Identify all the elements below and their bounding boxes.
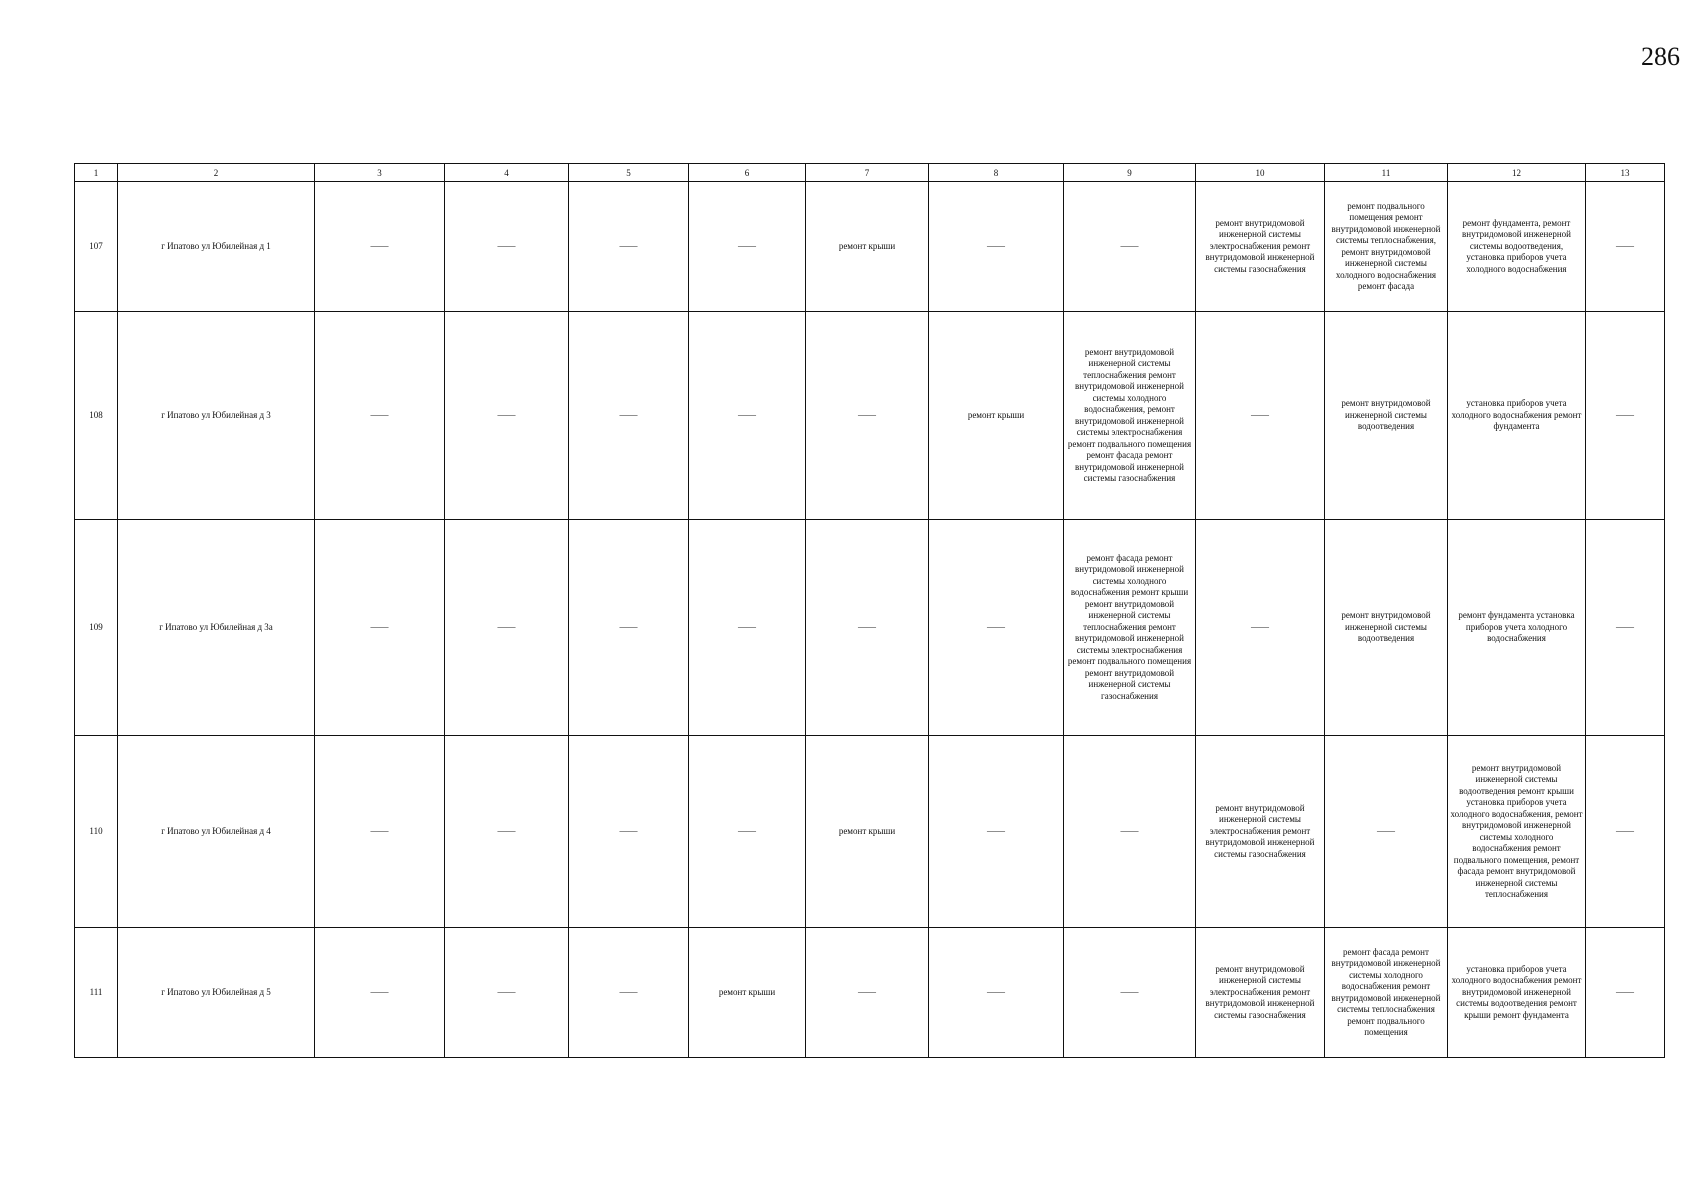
table-cell: —— bbox=[929, 928, 1064, 1058]
table-cell: —— bbox=[445, 312, 569, 520]
table-cell: —— bbox=[929, 520, 1064, 736]
header-cell: 12 bbox=[1448, 164, 1586, 182]
address-cell: г Ипатово ул Юбилейная д 4 bbox=[118, 736, 315, 928]
table-cell: установка приборов учета холодного водоснабжения ремонт внутридомовой инженерной системы водоотведения ремонт крыши ремонт фундамента bbox=[1448, 928, 1586, 1058]
table-cell: —— bbox=[689, 312, 806, 520]
table-cell: —— bbox=[689, 182, 806, 312]
table-cell: ремонт крыши bbox=[929, 312, 1064, 520]
table-cell: —— bbox=[445, 928, 569, 1058]
table-cell: ремонт внутридомовой инженерной системы электроснабжения ремонт внутридомовой инженерной системы газоснабжения bbox=[1196, 736, 1325, 928]
table-cell: —— bbox=[445, 520, 569, 736]
table-cell: ремонт крыши bbox=[806, 736, 929, 928]
row-number: 111 bbox=[75, 928, 118, 1058]
address-cell: г Ипатово ул Юбилейная д 3а bbox=[118, 520, 315, 736]
header-cell: 8 bbox=[929, 164, 1064, 182]
table-cell: —— bbox=[315, 182, 445, 312]
table-cell: ремонт внутридомовой инженерной системы водоотведения bbox=[1325, 312, 1448, 520]
table-cell: ремонт внутридомовой инженерной системы электроснабжения ремонт внутридомовой инженерной системы газоснабжения bbox=[1196, 182, 1325, 312]
table-cell: ремонт внутридомовой инженерной системы водоотведения bbox=[1325, 520, 1448, 736]
table-cell: —— bbox=[1064, 736, 1196, 928]
table-row bbox=[75, 182, 1665, 312]
header-cell: 6 bbox=[689, 164, 806, 182]
table-cell: —— bbox=[929, 182, 1064, 312]
header-cell: 7 bbox=[806, 164, 929, 182]
header-cell: 2 bbox=[118, 164, 315, 182]
table-row bbox=[75, 736, 1665, 928]
table-cell: —— bbox=[569, 928, 689, 1058]
row-number: 109 bbox=[75, 520, 118, 736]
table-cell: —— bbox=[689, 736, 806, 928]
table-cell: ремонт внутридомовой инженерной системы электроснабжения ремонт внутридомовой инженерной системы газоснабжения bbox=[1196, 928, 1325, 1058]
repair-schedule-table bbox=[74, 163, 1665, 1058]
table-cell: —— bbox=[315, 928, 445, 1058]
table-cell: ремонт фундамента установка приборов учета холодного водоснабжения bbox=[1448, 520, 1586, 736]
table-row bbox=[75, 520, 1665, 736]
table-cell: —— bbox=[315, 520, 445, 736]
table-cell: —— bbox=[689, 520, 806, 736]
table-cell: —— bbox=[1586, 182, 1665, 312]
table-cell: установка приборов учета холодного водоснабжения ремонт фундамента bbox=[1448, 312, 1586, 520]
row-number: 107 bbox=[75, 182, 118, 312]
header-cell: 13 bbox=[1586, 164, 1665, 182]
table-cell: —— bbox=[315, 736, 445, 928]
table-cell: —— bbox=[1586, 520, 1665, 736]
table-cell: —— bbox=[569, 182, 689, 312]
row-number: 108 bbox=[75, 312, 118, 520]
header-cell: 1 bbox=[75, 164, 118, 182]
table-cell: —— bbox=[1064, 182, 1196, 312]
header-cell: 3 bbox=[315, 164, 445, 182]
page-number: 286 bbox=[1641, 42, 1680, 71]
table-cell: —— bbox=[445, 182, 569, 312]
header-row bbox=[75, 164, 1665, 182]
table-cell: ремонт крыши bbox=[806, 182, 929, 312]
table-cell: —— bbox=[315, 312, 445, 520]
table-cell: —— bbox=[806, 520, 929, 736]
table-cell: —— bbox=[569, 520, 689, 736]
header-cell: 10 bbox=[1196, 164, 1325, 182]
table-cell: ремонт крыши bbox=[689, 928, 806, 1058]
address-cell: г Ипатово ул Юбилейная д 3 bbox=[118, 312, 315, 520]
table-cell: —— bbox=[569, 736, 689, 928]
table-cell: —— bbox=[1064, 928, 1196, 1058]
table-cell: —— bbox=[569, 312, 689, 520]
table-cell: —— bbox=[1325, 736, 1448, 928]
header-cell: 5 bbox=[569, 164, 689, 182]
header-cell: 9 bbox=[1064, 164, 1196, 182]
table-cell: ремонт фасада ремонт внутридомовой инженерной системы холодного водоснабжения ремонт внутридомовой инженерной системы теплоснабжения ремонт подвального помещения bbox=[1325, 928, 1448, 1058]
table-cell: —— bbox=[929, 736, 1064, 928]
table-cell: —— bbox=[445, 736, 569, 928]
table-cell: ремонт внутридомовой инженерной системы водоотведения ремонт крыши установка приборов учета холодного водоснабжения, ремонт внутридомовой инженерной системы холодного водоснабжения ремонт подвального помещения, ремонт фасада ремонт внутридомовой инженерной системы теплоснабжения bbox=[1448, 736, 1586, 928]
table-cell: —— bbox=[806, 312, 929, 520]
row-number: 110 bbox=[75, 736, 118, 928]
address-cell: г Ипатово ул Юбилейная д 1 bbox=[118, 182, 315, 312]
table-cell: —— bbox=[1196, 520, 1325, 736]
address-cell: г Ипатово ул Юбилейная д 5 bbox=[118, 928, 315, 1058]
table-cell: —— bbox=[1586, 736, 1665, 928]
table-cell: ремонт внутридомовой инженерной системы теплоснабжения ремонт внутридомовой инженерной системы холодного водоснабжения, ремонт внутридомовой инженерной системы электроснабжения ремонт подвального помещения ремонт фасада ремонт внутридомовой инженерной системы газоснабжения bbox=[1064, 312, 1196, 520]
table-cell: —— bbox=[806, 928, 929, 1058]
table-cell: ремонт фундамента, ремонт внутридомовой инженерной системы водоотведения, установка приборов учета холодного водоснабжения bbox=[1448, 182, 1586, 312]
header-cell: 4 bbox=[445, 164, 569, 182]
table-cell: —— bbox=[1196, 312, 1325, 520]
table-row bbox=[75, 928, 1665, 1058]
header-cell: 11 bbox=[1325, 164, 1448, 182]
table-cell: —— bbox=[1586, 312, 1665, 520]
table-row bbox=[75, 312, 1665, 520]
table-cell: ремонт подвального помещения ремонт внутридомовой инженерной системы теплоснабжения, ремонт внутридомовой инженерной системы холодного водоснабжения ремонт фасада bbox=[1325, 182, 1448, 312]
table-cell: —— bbox=[1586, 928, 1665, 1058]
table-cell: ремонт фасада ремонт внутридомовой инженерной системы холодного водоснабжения ремонт крыши ремонт внутридомовой инженерной системы теплоснабжения ремонт внутридомовой инженерной системы электроснабжения ремонт подвального помещения ремонт внутридомовой инженерной системы газоснабжения bbox=[1064, 520, 1196, 736]
